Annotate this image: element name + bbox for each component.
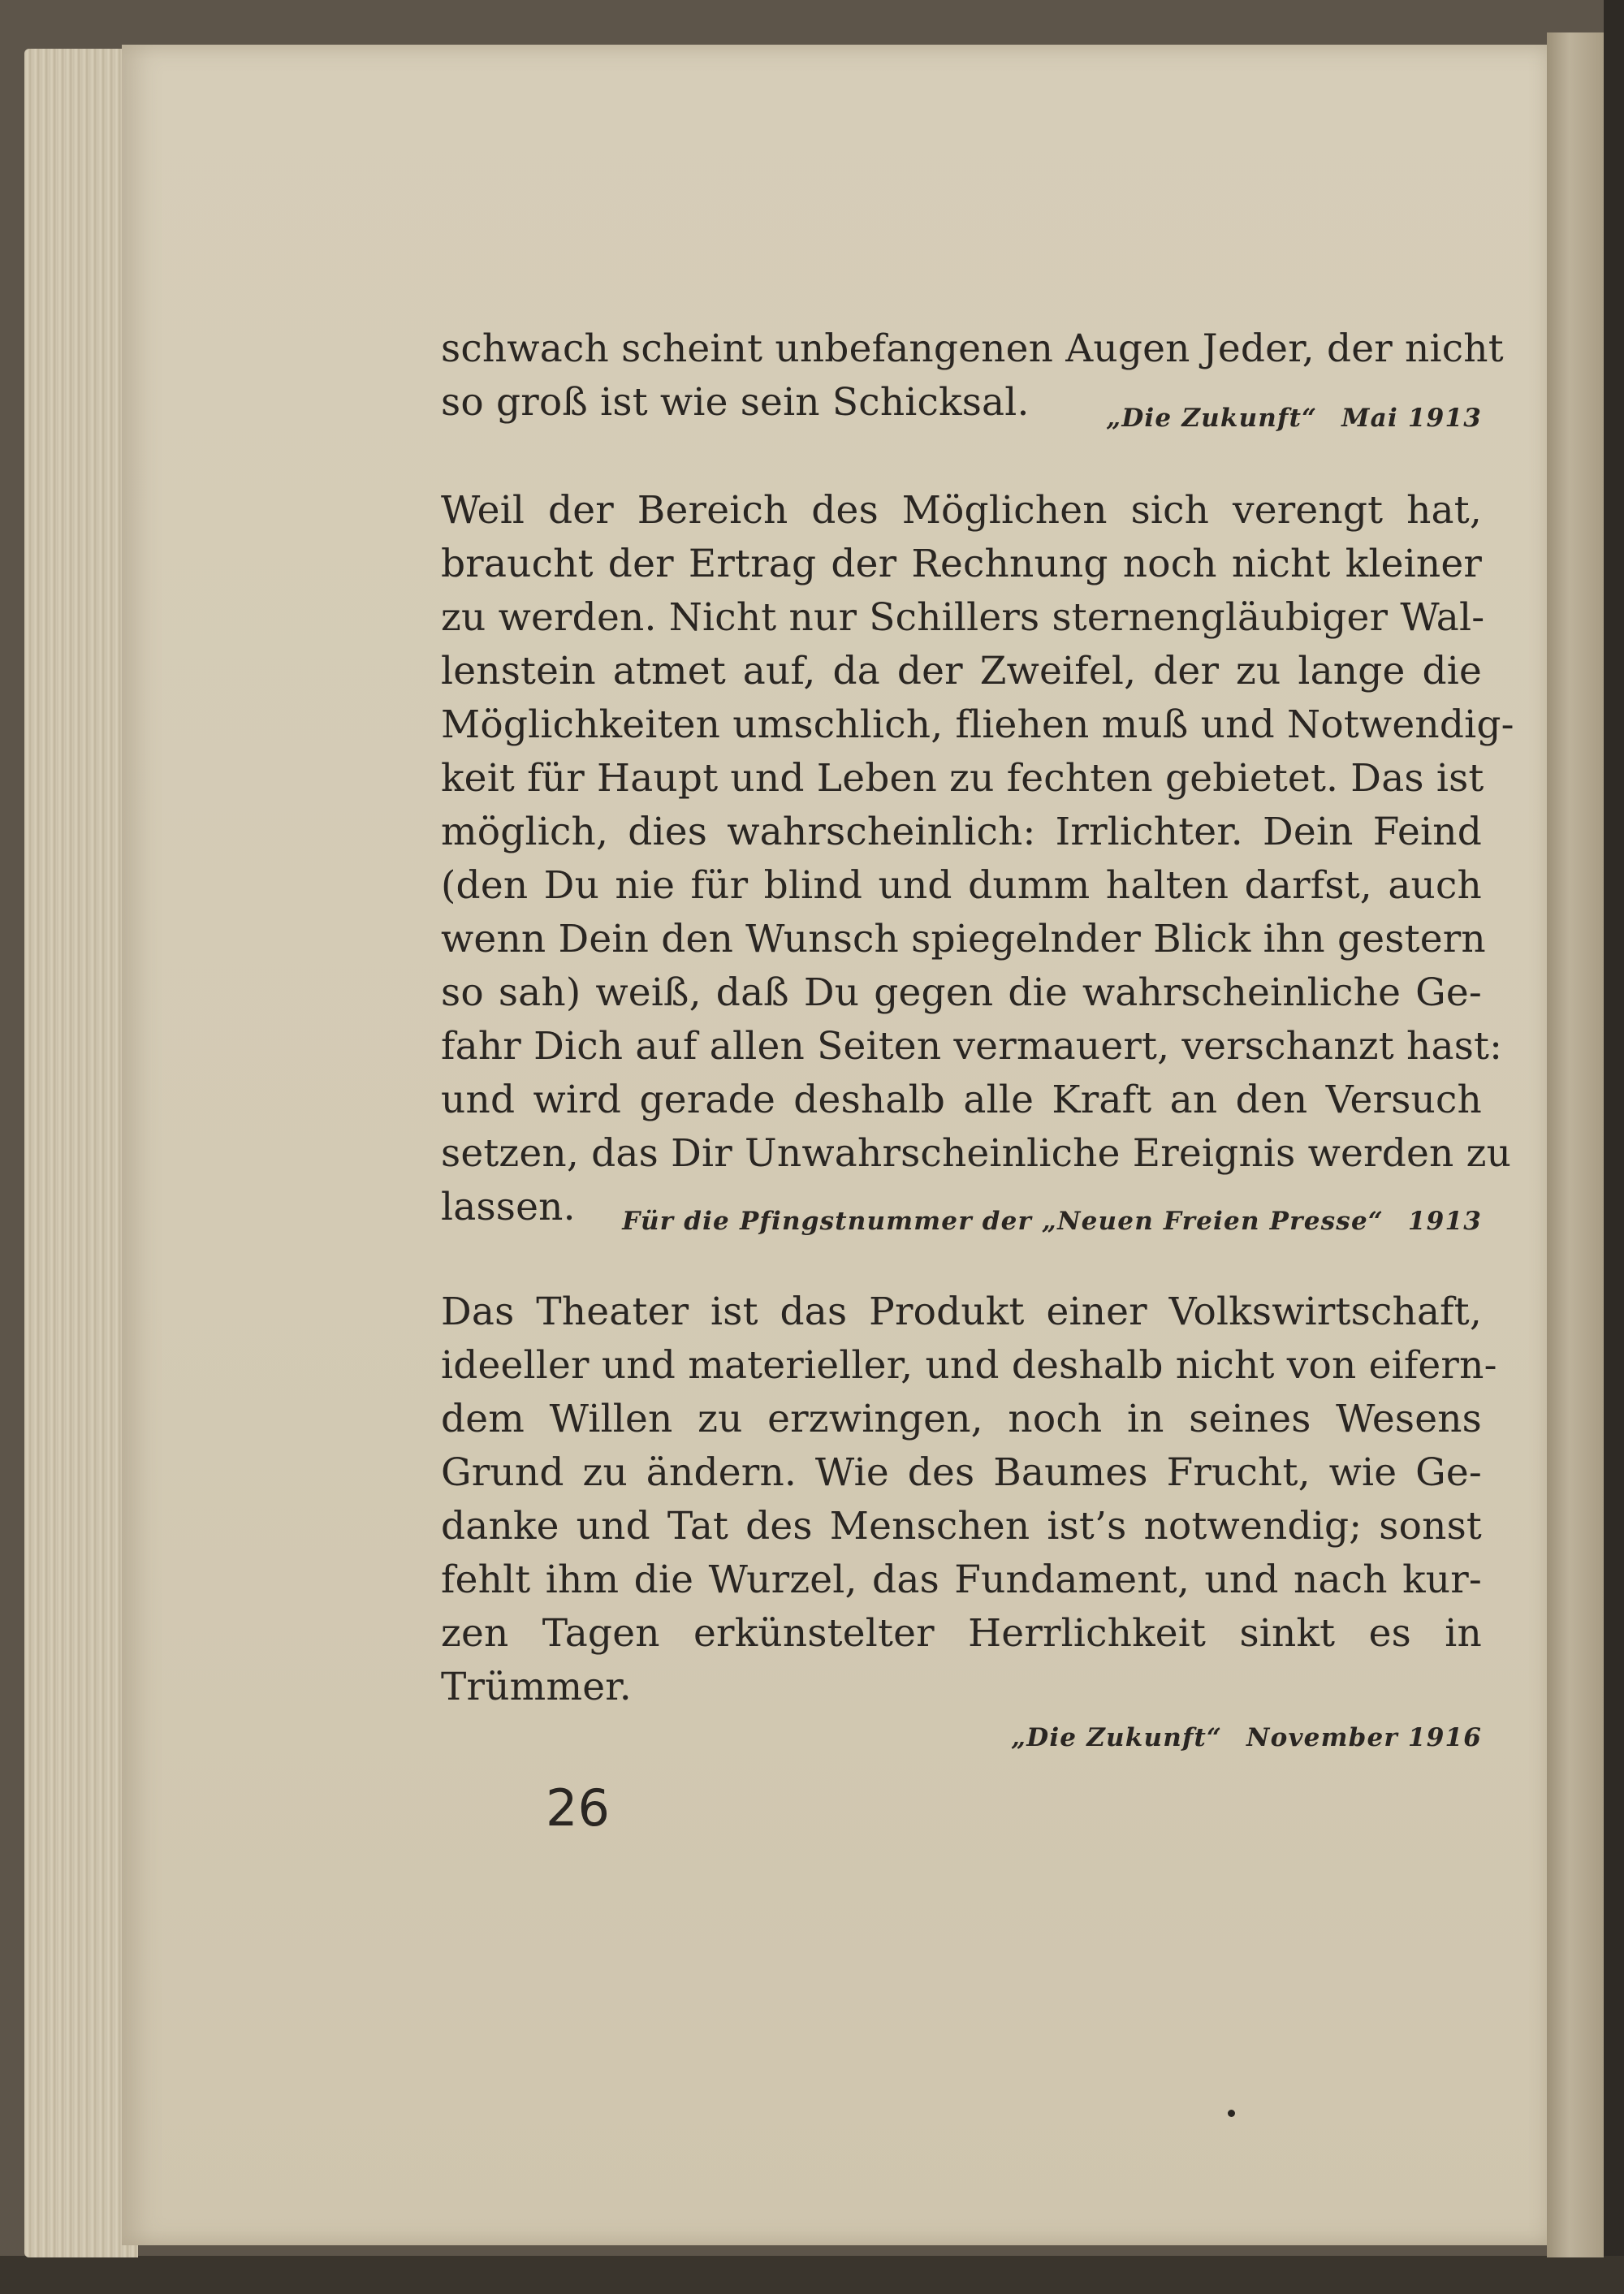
citation-date: November 1916 bbox=[1246, 1723, 1482, 1752]
text-line: Trümmer. bbox=[441, 1665, 632, 1709]
citation-date: Mai 1913 bbox=[1341, 404, 1482, 433]
text-line: Grund zu ändern. Wie des Baumes Frucht, wie Ge- bbox=[441, 1450, 1482, 1495]
text-line: Weil der Bereich des Möglichen sich verengt hat, bbox=[441, 488, 1482, 533]
citation bbox=[441, 1711, 1482, 1765]
aphorism-1 bbox=[441, 322, 1504, 434]
text-line: danke und Tat des Menschen ist’s notwendig; sonst bbox=[441, 1504, 1482, 1549]
citation-date: 1913 bbox=[1407, 1207, 1482, 1236]
text-line: so groß ist wie sein Schicksal. bbox=[441, 380, 1030, 425]
aphorism-3 bbox=[441, 1285, 1497, 1765]
citation-source: „Die Zukunft“ bbox=[1106, 404, 1318, 433]
text-line: Möglichkeiten umschlich, fliehen muß und Notwendig- bbox=[441, 702, 1514, 747]
citation bbox=[622, 1195, 1482, 1248]
text-line: dem Willen zu erzwingen, noch in seines Wesens bbox=[441, 1397, 1482, 1441]
text-line: braucht der Ertrag der Rechnung noch nicht kleiner bbox=[441, 542, 1482, 586]
print-speck bbox=[1228, 2110, 1235, 2117]
stacked-page-edges bbox=[24, 49, 138, 2257]
citation-source: Für die Pfingstnummer der „Neuen Freien Presse“ bbox=[622, 1207, 1384, 1236]
text-line: lassen. bbox=[441, 1185, 576, 1229]
scanner-background-right bbox=[1604, 0, 1624, 2294]
text-line: lenstein atmet auf, da der Zweifel, der zu lange die bbox=[441, 649, 1482, 693]
text-line-with-citation bbox=[441, 1181, 1482, 1238]
page-number: 26 bbox=[546, 1778, 610, 1838]
text-line: ideeller und materieller, und deshalb nicht von eifern- bbox=[441, 1343, 1497, 1388]
text-line: so sah) weiß, daß Du gegen die wahrscheinliche Ge- bbox=[441, 970, 1482, 1015]
text-line: fahr Dich auf allen Seiten vermauert, verschanzt hast: bbox=[441, 1024, 1503, 1069]
text-line: und wird gerade deshalb alle Kraft an den Versuch bbox=[441, 1078, 1482, 1122]
citation bbox=[1106, 391, 1482, 445]
text-line: fehlt ihm die Wurzel, das Fundament, und nach kur- bbox=[441, 1557, 1482, 1602]
citation-source: „Die Zukunft“ bbox=[1011, 1723, 1223, 1752]
text-line: möglich, dies wahrscheinlich: Irrlichter. Dein Feind bbox=[441, 810, 1482, 854]
facing-page-edge bbox=[1547, 32, 1604, 2257]
scanner-background-bottom bbox=[0, 2256, 1624, 2294]
text-line: keit für Haupt und Leben zu fechten gebietet. Das ist bbox=[441, 756, 1484, 801]
text-line: wenn Dein den Wunsch spiegelnder Blick ihn gestern bbox=[441, 917, 1486, 961]
text-line: schwach scheint unbefangenen Augen Jeder, der nicht bbox=[441, 326, 1504, 371]
text-line: setzen, das Dir Unwahrscheinliche Ereignis werden zu bbox=[441, 1131, 1512, 1176]
text-line-with-citation bbox=[441, 376, 1482, 434]
aphorism-2 bbox=[441, 484, 1514, 1238]
text-line: (den Du nie für blind und dumm halten darfst, auch bbox=[441, 863, 1482, 908]
text-line: Das Theater ist das Produkt einer Volkswirtschaft, bbox=[441, 1290, 1482, 1334]
text-line: zu werden. Nicht nur Schillers sternengläubiger Wal- bbox=[441, 595, 1485, 640]
text-line: zen Tagen erkünstelter Herrlichkeit sinkt es in bbox=[441, 1611, 1482, 1656]
